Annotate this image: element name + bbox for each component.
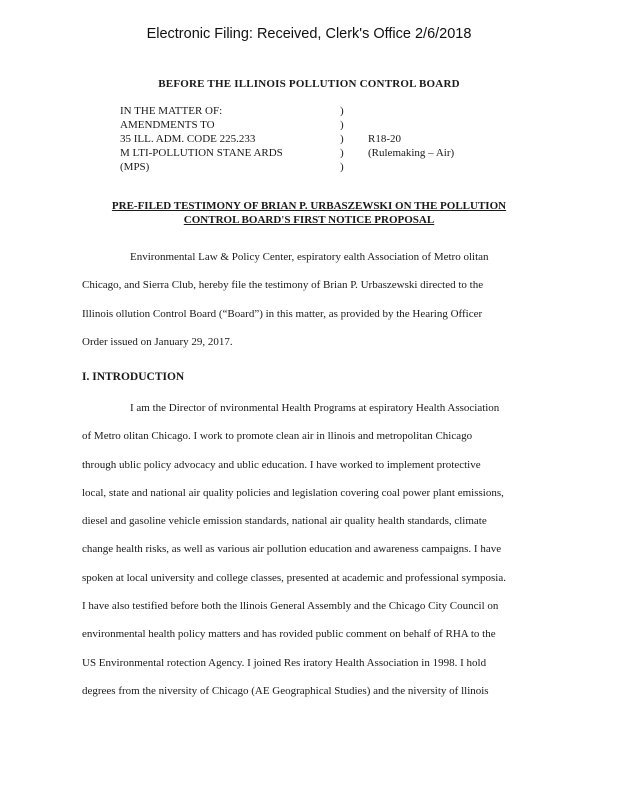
caption-left: AMENDMENTS TO (120, 119, 215, 131)
paragraph-line: through ublic policy advocacy and ublic education. I have worked to implement protective (82, 458, 481, 471)
caption-row (120, 118, 454, 132)
document-title-line: PRE-FILED TESTIMONY OF BRIAN P. URBASZEWSKI ON THE POLLUTION (111, 200, 507, 212)
paragraph-line: spoken at local university and college classes, presented at academic and professional symposia. (82, 571, 506, 584)
caption-paren: ) (340, 147, 344, 159)
caption-row (120, 132, 454, 146)
caption-row (120, 146, 454, 160)
caption-left: 35 ILL. ADM. CODE 225.233 (120, 133, 256, 145)
body-paragraph (82, 394, 522, 705)
paragraph-line: Environmental Law & Policy Center, espiratory ealth Association of Metro olitan (130, 251, 489, 263)
paragraph-line: local, state and national air quality policies and legislation covering coal power plant emissions, (82, 486, 504, 499)
board-title: BEFORE THE ILLINOIS POLLUTION CONTROL BOARD (158, 78, 460, 90)
paragraph-line: Order issued on January 29, 2017. (82, 335, 233, 348)
case-type: (Rulemaking – Air) (368, 147, 455, 159)
document-title-line: CONTROL BOARD'S FIRST NOTICE PROPOSAL (183, 214, 435, 226)
paragraph-line: Illinois ollution Control Board (“Board”) in this matter, as provided by the Hearing Officer (82, 307, 483, 320)
paragraph-line: I am the Director of nvironmental Health Programs at espiratory Health Association (130, 402, 500, 414)
paragraph-line: environmental health policy matters and has rovided public comment on behalf of RHA to the (82, 628, 496, 641)
paragraph-line: US Environmental rotection Agency. I joined Res iratory Health Association in 1998. I hold (82, 656, 487, 669)
case-caption (120, 104, 454, 174)
document-title (0, 199, 618, 227)
section-heading: I. INTRODUCTION (82, 371, 185, 383)
paragraph-line: diesel and gasoline vehicle emission standards, national air quality health standards, climate (82, 515, 487, 528)
caption-left: (MPS) (120, 161, 150, 173)
caption-paren: ) (340, 119, 344, 131)
paragraph-line: of Metro olitan Chicago. I work to promote clean air in llinois and metropolitan Chicago (82, 430, 473, 443)
paragraph-line: change health risks, as well as various air pollution education and awareness campaigns. I have (82, 543, 502, 556)
caption-paren: ) (340, 161, 344, 173)
caption-paren: ) (340, 105, 344, 117)
paragraph-line: I have also testified before both the llinois General Assembly and the Chicago City Council on (82, 600, 499, 613)
caption-row (120, 104, 454, 118)
case-number: R18-20 (368, 133, 401, 145)
paragraph-line: Chicago, and Sierra Club, hereby file the testimony of Brian P. Urbaszewski directed to the (82, 279, 484, 292)
intro-paragraph (82, 243, 522, 356)
caption-left: IN THE MATTER OF: (120, 105, 223, 117)
filing-stamp: Electronic Filing: Received, Clerk's Office 2/6/2018 (146, 26, 472, 42)
caption-paren: ) (340, 133, 344, 145)
paragraph-line: degrees from the niversity of Chicago (AE Geographical Studies) and the niversity of llinois (82, 684, 489, 697)
caption-row (120, 160, 454, 174)
caption-left: M LTI-POLLUTION STANE ARDS (120, 147, 283, 159)
